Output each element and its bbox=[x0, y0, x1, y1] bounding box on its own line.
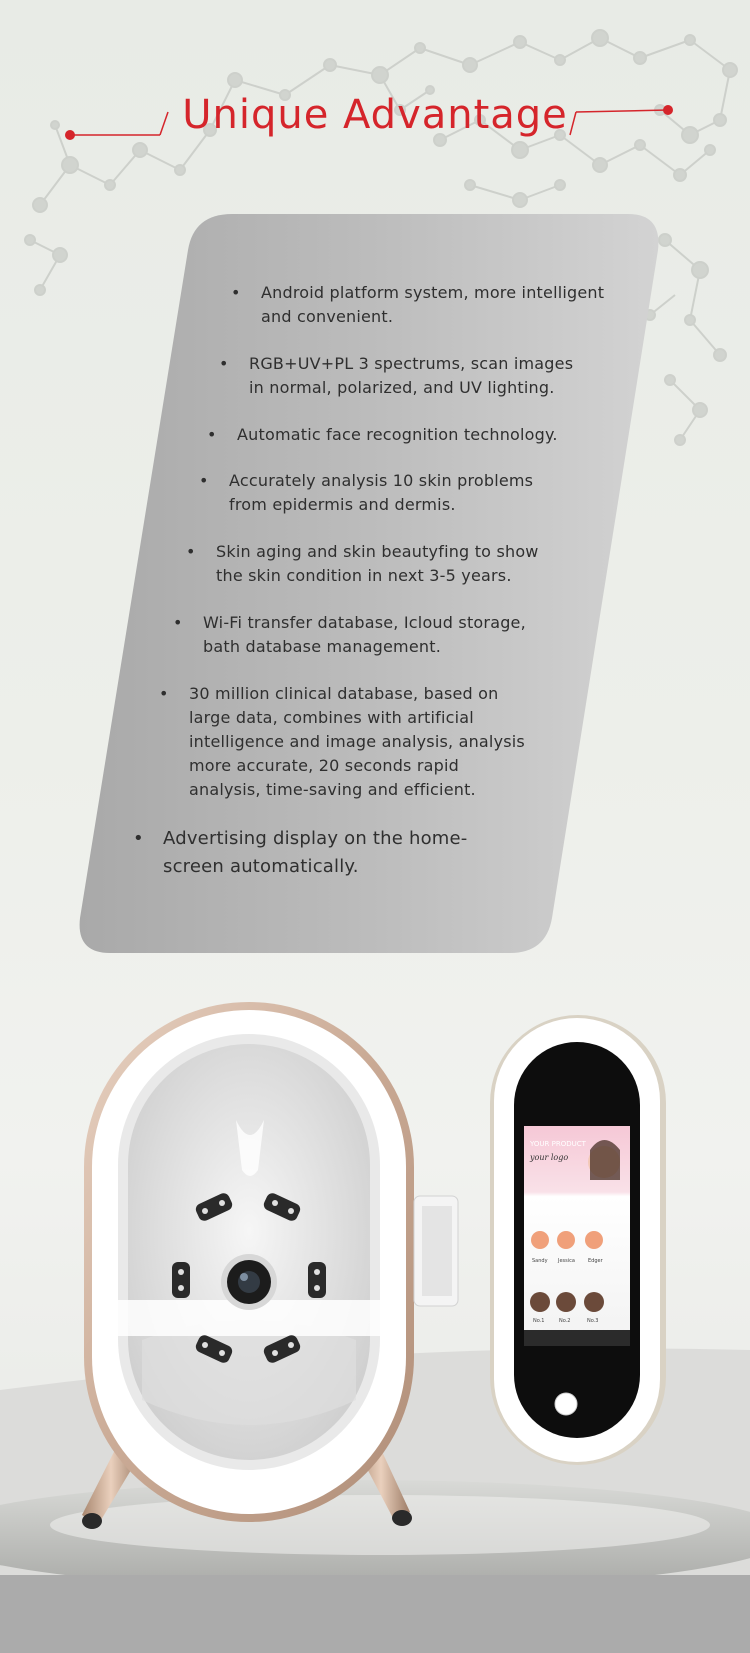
bullet-icon: • bbox=[219, 354, 229, 373]
feature-text: Automatic face recognition technology. bbox=[237, 425, 558, 444]
feature-text: 30 million clinical database, based on large data, combines with artificial intelligence and image analysis, analysis more accurate, 20 seconds rapid analysis, time-saving and efficient. bbox=[189, 684, 525, 799]
skin-analyzer-device bbox=[84, 1002, 666, 1522]
customer-name: Sandy bbox=[532, 1258, 548, 1264]
feature-text: RGB+UV+PL 3 spectrums, scan images in normal, polarized, and UV lighting. bbox=[249, 354, 574, 397]
feature-text: Android platform system, more intelligent and convenient. bbox=[261, 283, 605, 326]
feature-item bbox=[173, 611, 533, 659]
feature-item bbox=[186, 540, 561, 588]
rank-label: No.3 bbox=[587, 1318, 599, 1324]
feature-text: Wi-Fi transfer database, Icloud storage, bath database management. bbox=[203, 613, 526, 656]
screen-banner-line2: your logo bbox=[530, 1153, 569, 1162]
bullet-icon: • bbox=[199, 471, 209, 490]
bullet-icon: • bbox=[173, 613, 183, 632]
bullet-icon: • bbox=[231, 283, 241, 302]
feature-item bbox=[199, 469, 574, 517]
bullet-icon: • bbox=[133, 828, 144, 849]
feature-item bbox=[159, 682, 529, 802]
rank-label: No.1 bbox=[533, 1318, 545, 1324]
feature-item bbox=[207, 423, 597, 447]
bullet-icon: • bbox=[207, 425, 217, 444]
screen-banner-line1: YOUR PRODUCT bbox=[530, 1140, 586, 1148]
page-title: Unique Advantage bbox=[182, 92, 568, 138]
bullet-icon: • bbox=[186, 542, 196, 561]
feature-item bbox=[231, 281, 631, 329]
bullet-icon: • bbox=[159, 684, 169, 703]
rank-label: No.2 bbox=[559, 1318, 571, 1324]
customer-name: Jessica bbox=[558, 1258, 575, 1264]
customer-name: Edger bbox=[588, 1258, 603, 1264]
feature-text: Advertising display on the home-screen automatically. bbox=[163, 828, 468, 877]
feature-text: Skin aging and skin beautyfing to show the skin condition in next 3-5 years. bbox=[216, 542, 539, 585]
feature-item bbox=[133, 825, 483, 881]
feature-text: Accurately analysis 10 skin problems from epidermis and dermis. bbox=[229, 471, 534, 514]
feature-item bbox=[219, 352, 589, 400]
